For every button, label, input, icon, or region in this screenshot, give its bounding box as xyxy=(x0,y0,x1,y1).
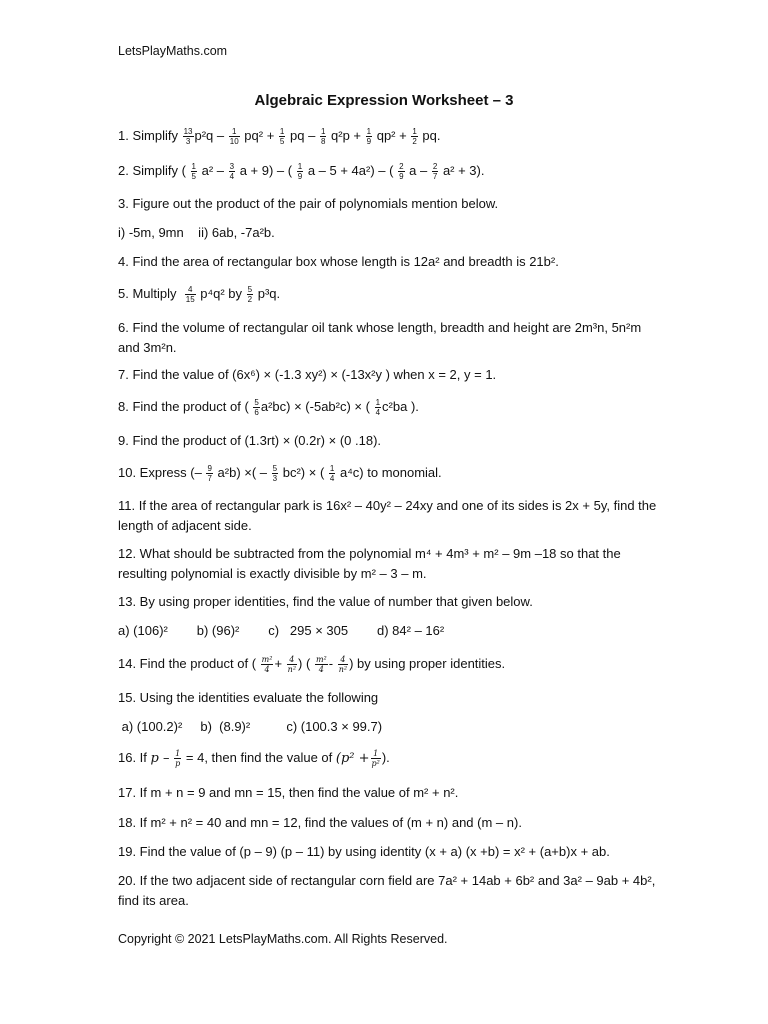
question-6: 6. Find the volume of rectangular oil tank whose length, breadth and height are 2m³n, 5n²m and 3m²n. xyxy=(118,320,642,355)
fraction: $\frac{1}{4}$ xyxy=(329,464,335,484)
copyright-footer: Copyright © 2021 LetsPlayMaths.com. All Rights Reserved. xyxy=(118,932,448,946)
fraction: $\frac{1}{\text{p²}}$ xyxy=(371,749,380,769)
fraction: $\frac{1}{p}$ xyxy=(175,749,181,769)
fraction: $\frac{1}{4}$ xyxy=(375,398,381,418)
fraction: $\frac{1}{9}$ xyxy=(297,162,303,182)
fraction: $\frac{2}{9}$ xyxy=(399,162,404,182)
question-14: 14. Find the product of ( $\frac{\text{m²}}{4}$ + $\frac{4}{\text{n²}}$ ) ( $\frac{\text{m²}}{4}$ - $\frac{4}{\text{n²}}$ ) by using proper identities. xyxy=(118,655,506,675)
fraction: $\frac{4}{\text{n²}}$ xyxy=(287,655,297,675)
fraction: $\frac{1}{5}$ xyxy=(191,162,196,182)
fraction: $\frac{1}{2}$ xyxy=(412,127,417,147)
fraction: $\frac{\text{m²}}{4}$ xyxy=(261,655,273,675)
fraction: $\frac{1}{10}$ xyxy=(229,127,239,147)
question-12: 12. What should be subtracted from the polynomial m⁴ + 4m³ + m² – 9m –18 so that the resulting polynomial is exactly divisible by m² – 3 – m. xyxy=(118,546,621,581)
fraction: $\frac{4}{\text{n²}}$ xyxy=(338,655,348,675)
fraction: $\frac{3}{4}$ xyxy=(229,162,235,182)
question-11: 11. If the area of rectangular park is 16x² – 40y² – 24xy and one of its sides is 2x + 5y, find the length of adjacent side. xyxy=(118,498,657,533)
question-1: 1. Simplify $\frac{13}{3}$ p²q – $\frac{1}{10}$ pq² + $\frac{1}{5}$ pq – $\frac{1}{8}$ q²p + $\frac{1}{9}$ qp² + $\frac{1}{2}$ pq. xyxy=(118,127,441,147)
question-18: 18. If m² + n² = 40 and mn = 12, find the values of (m + n) and (m – n). xyxy=(118,815,522,830)
question-16: 16. If p – $\frac{1}{p}$ = 4, then find the value of (p² + $\frac{1}{\text{p²}}$ ). xyxy=(118,749,390,769)
question-9: 9. Find the product of (1.3rt) × (0.2r) × (0 .18). xyxy=(118,433,382,448)
question-7: 7. Find the value of (6x⁶) × (-1.3 xy²) × (-13x²y ) when x = 2, y = 1. xyxy=(118,367,497,382)
fraction: $\frac{5}{2}$ xyxy=(247,285,253,305)
site-name: LetsPlayMaths.com xyxy=(118,44,228,58)
question-3: 3. Figure out the product of the pair of polynomials mention below. xyxy=(118,196,499,211)
question-5: 5. Multiply $\frac{4}{15}$ p⁴q² by $\frac{5}{2}$ p³q. xyxy=(118,285,281,305)
question-2: 2. Simplify ( $\frac{1}{5}$ a² – $\frac{3}{4}$ a + 9) – ( $\frac{1}{9}$ a – 5 + 4a²) – ( $\frac{2}{9}$ a – $\frac{2}{7}$ a² + 3). xyxy=(118,162,485,182)
question-4: 4. Find the area of rectangular box whose length is 12a² and breadth is 21b². xyxy=(118,254,559,269)
fraction: $\frac{2}{7}$ xyxy=(432,162,438,182)
question-13: 13. By using proper identities, find the value of number that given below. xyxy=(118,594,533,609)
fraction: $\frac{1}{5}$ xyxy=(279,127,285,147)
question-13-parts: a) (106)² b) (96)² c) 295 × 305 d) 84² – 16² xyxy=(118,623,445,638)
fraction: $\frac{9}{7}$ xyxy=(207,464,212,484)
question-3-parts: i) -5m, 9mn ii) 6ab, -7a²b. xyxy=(118,225,275,240)
fraction: $\frac{\text{m²}}{4}$ xyxy=(315,655,327,675)
question-20: 20. If the two adjacent side of rectangular corn field are 7a² + 14ab + 6b² and 3a² – 9ab + 4b², find its area. xyxy=(118,873,656,908)
fraction: $\frac{5}{3}$ xyxy=(272,464,278,484)
page-title: Algebraic Expression Worksheet – 3 xyxy=(254,92,514,109)
question-15-parts: a) (100.2)² b) (8.9)² c) (100.3 × 99.7) xyxy=(118,719,383,734)
question-8: 8. Find the product of ( $\frac{5}{6}$ a²bc) × (-5ab²c) × ( $\frac{1}{4}$ c²ba ). xyxy=(118,398,419,418)
question-19: 19. Find the value of (p – 9) (p – 11) by using identity (x + a) (x +b) = x² + (a+b)x + ab. xyxy=(118,844,610,859)
fraction: $\frac{13}{3}$ xyxy=(183,127,193,147)
fraction: $\frac{5}{6}$ xyxy=(254,398,259,418)
fraction: $\frac{4}{15}$ xyxy=(185,285,195,305)
question-17: 17. If m + n = 9 and mn = 15, then find the value of m² + n². xyxy=(118,785,459,800)
fraction: $\frac{1}{9}$ xyxy=(366,127,372,147)
question-15: 15. Using the identities evaluate the following xyxy=(118,690,379,705)
question-10: 10. Express (– $\frac{9}{7}$ a²b) ×( – $\frac{5}{3}$ bc²) × ( $\frac{1}{4}$ a⁴c) to monomial. xyxy=(118,464,442,484)
fraction: $\frac{1}{8}$ xyxy=(320,127,326,147)
